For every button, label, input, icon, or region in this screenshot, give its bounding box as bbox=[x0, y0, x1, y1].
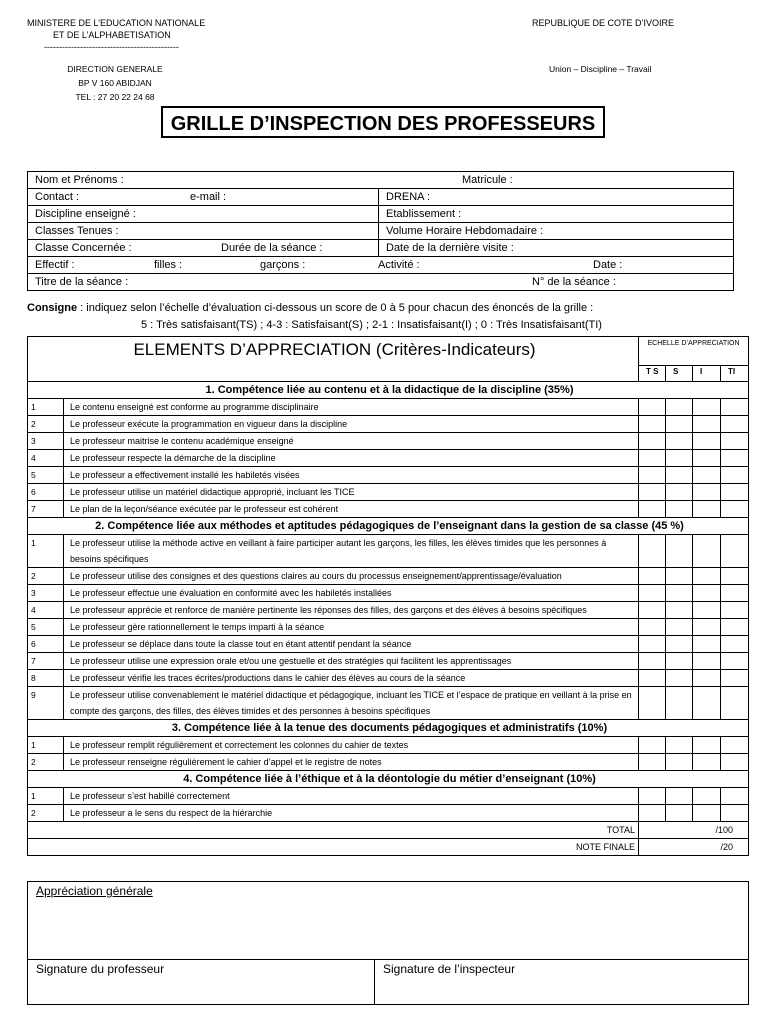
score-cell-ts[interactable] bbox=[639, 399, 666, 416]
score-cell-ti[interactable] bbox=[721, 619, 749, 636]
ministry-block bbox=[27, 17, 267, 53]
criterion-row bbox=[28, 450, 749, 467]
section-title: 2. Compétence liée aux méthodes et aptitudes pédagogiques de l’enseignant dans la gestion de sa classe (45 %) bbox=[28, 518, 749, 535]
criterion-text: Le professeur utilise convenablement le matériel didactique et pédagogique, incluant les TICE et l’espace de pratique en veillant à la prise en compte des garçons, des filles, des élèves timides et des personnes à besoins spécifiques bbox=[64, 687, 639, 720]
section-title: 3. Compétence liée à la tenue des documents pédagogiques et administratifs (10%) bbox=[28, 720, 749, 737]
score-cell-i[interactable] bbox=[693, 636, 721, 653]
score-cell-s[interactable] bbox=[666, 416, 693, 433]
score-cell-i[interactable] bbox=[693, 399, 721, 416]
signature-row bbox=[28, 960, 749, 1005]
score-cell-ti[interactable] bbox=[721, 484, 749, 501]
duree-label: Durée de la séance : bbox=[221, 242, 323, 254]
score-cell-s[interactable] bbox=[666, 619, 693, 636]
score-cell-ts[interactable] bbox=[639, 670, 666, 687]
criterion-row bbox=[28, 467, 749, 484]
scale-col-i: I bbox=[693, 366, 721, 382]
score-cell-i[interactable] bbox=[693, 670, 721, 687]
criterion-text: Le professeur s’est habillé correctement bbox=[64, 788, 639, 805]
criterion-row bbox=[28, 805, 749, 822]
scale-col-ti: TI bbox=[721, 366, 749, 382]
scale-col-s: S bbox=[666, 366, 693, 382]
criterion-row bbox=[28, 416, 749, 433]
derniere-visite-field[interactable]: Date de la dernière visite : bbox=[379, 240, 734, 257]
criterion-number: 3 bbox=[28, 585, 64, 602]
score-cell-ti[interactable] bbox=[721, 450, 749, 467]
score-cell-ti[interactable] bbox=[721, 467, 749, 484]
score-cell-s[interactable] bbox=[666, 737, 693, 754]
criterion-text: Le professeur apprécie et renforce de manière pertinente les réponses des filles, des garçons et des élèves à besoins spécifiques bbox=[64, 602, 639, 619]
score-cell-ts[interactable] bbox=[639, 501, 666, 518]
consigne bbox=[27, 302, 593, 314]
score-cell-ti[interactable] bbox=[721, 416, 749, 433]
score-cell-i[interactable] bbox=[693, 433, 721, 450]
criterion-text: Le professeur renseigne régulièrement le cahier d’appel et le registre de notes bbox=[64, 754, 639, 771]
score-cell-ti[interactable] bbox=[721, 602, 749, 619]
score-cell-ts[interactable] bbox=[639, 653, 666, 670]
criterion-number: 2 bbox=[28, 416, 64, 433]
score-cell-ts[interactable] bbox=[639, 737, 666, 754]
score-cell-i[interactable] bbox=[693, 585, 721, 602]
score-cell-ts[interactable] bbox=[639, 687, 666, 720]
score-cell-s[interactable] bbox=[666, 484, 693, 501]
score-cell-s[interactable] bbox=[666, 636, 693, 653]
contact-field[interactable] bbox=[28, 189, 379, 206]
criterion-text: Le professeur exécute la programmation en vigueur dans la discipline bbox=[64, 416, 639, 433]
scale-heading: ECHELLE D’APPRECIATION bbox=[639, 337, 749, 366]
score-cell-ti[interactable] bbox=[721, 670, 749, 687]
effectif-label: Effectif : bbox=[35, 259, 75, 271]
score-cell-ti[interactable] bbox=[721, 568, 749, 585]
score-cell-s[interactable] bbox=[666, 399, 693, 416]
criterion-row bbox=[28, 636, 749, 653]
info-row bbox=[28, 274, 734, 291]
drena-field[interactable]: DRENA : bbox=[379, 189, 734, 206]
score-cell-i[interactable] bbox=[693, 450, 721, 467]
score-cell-ts[interactable] bbox=[639, 636, 666, 653]
nom-field[interactable] bbox=[28, 172, 734, 189]
criterion-number: 5 bbox=[28, 467, 64, 484]
criterion-text: Le contenu enseigné est conforme au programme disciplinaire bbox=[64, 399, 639, 416]
score-cell-ti[interactable] bbox=[721, 501, 749, 518]
score-cell-s[interactable] bbox=[666, 670, 693, 687]
score-cell-ts[interactable] bbox=[639, 416, 666, 433]
criterion-number: 7 bbox=[28, 653, 64, 670]
score-cell-ts[interactable] bbox=[639, 619, 666, 636]
direction-label: DIRECTION GENERALE bbox=[67, 64, 163, 74]
criterion-text: Le professeur a effectivement installé les habiletés visées bbox=[64, 467, 639, 484]
consigne-label: Consigne bbox=[27, 302, 78, 314]
criterion-text: Le professeur gère rationnellement le temps imparti à la séance bbox=[64, 619, 639, 636]
criterion-number: 1 bbox=[28, 737, 64, 754]
criterion-row bbox=[28, 399, 749, 416]
note-finale-label: NOTE FINALE bbox=[28, 839, 639, 856]
evaluation-grid bbox=[27, 336, 749, 856]
score-cell-ti[interactable] bbox=[721, 433, 749, 450]
score-cell-ti[interactable] bbox=[721, 754, 749, 771]
signature-professeur-field[interactable] bbox=[28, 960, 375, 1005]
score-cell-i[interactable] bbox=[693, 737, 721, 754]
criterion-row bbox=[28, 737, 749, 754]
criterion-row bbox=[28, 433, 749, 450]
criterion-row bbox=[28, 754, 749, 771]
activite-label: Activité : bbox=[378, 259, 420, 271]
rating-scale-legend: 5 : Très satisfaisant(TS) ; 4-3 : Satisfaisant(S) ; 2-1 : Insatisfaisant(I) ; 0 : Très Insatisfaisant(TI) bbox=[141, 319, 602, 331]
criterion-number: 1 bbox=[28, 788, 64, 805]
signature-inspecteur-label: Signature de l’inspecteur bbox=[383, 962, 516, 976]
note-finale-value[interactable]: /20 bbox=[639, 839, 749, 856]
section-title: 1. Compétence liée au contenu et à la didactique de la discipline (35%) bbox=[28, 382, 749, 399]
republic-name: REPUBLIQUE DE COTE D’IVOIRE bbox=[532, 18, 675, 28]
score-cell-s[interactable] bbox=[666, 450, 693, 467]
classe-concernee-field[interactable] bbox=[28, 240, 379, 257]
total-value[interactable]: /100 bbox=[639, 822, 749, 839]
header-separator: --------------------------------------------- bbox=[44, 42, 179, 52]
nom-label: Nom et Prénoms : bbox=[35, 174, 124, 186]
score-cell-i[interactable] bbox=[693, 805, 721, 822]
score-cell-ti[interactable] bbox=[721, 399, 749, 416]
criterion-row bbox=[28, 484, 749, 501]
criterion-text: Le professeur effectue une évaluation en conformité avec les habiletés installées bbox=[64, 585, 639, 602]
signature-inspecteur-field[interactable] bbox=[375, 960, 749, 1005]
criterion-text: Le professeur vérifie les traces écrites/productions dans le cahier des élèves au cours de la séance bbox=[64, 670, 639, 687]
classes-tenues-field[interactable]: Classes Tenues : bbox=[28, 223, 379, 240]
criterion-row bbox=[28, 568, 749, 585]
scale-col-ts: T S bbox=[639, 366, 666, 382]
criterion-text: Le professeur utilise un matériel didactique approprié, incluant les TICE bbox=[64, 484, 639, 501]
score-cell-s[interactable] bbox=[666, 433, 693, 450]
criterion-row bbox=[28, 619, 749, 636]
section-header-row bbox=[28, 771, 749, 788]
criterion-row bbox=[28, 687, 749, 720]
score-cell-s[interactable] bbox=[666, 805, 693, 822]
score-cell-s[interactable] bbox=[666, 653, 693, 670]
score-cell-s[interactable] bbox=[666, 788, 693, 805]
appreciation-row bbox=[28, 882, 749, 960]
criterion-text: Le professeur remplit régulièrement et correctement les colonnes du cahier de textes bbox=[64, 737, 639, 754]
note-finale-row bbox=[28, 839, 749, 856]
criterion-number: 2 bbox=[28, 568, 64, 585]
criterion-number: 5 bbox=[28, 619, 64, 636]
criterion-number: 4 bbox=[28, 602, 64, 619]
score-cell-ti[interactable] bbox=[721, 737, 749, 754]
score-cell-i[interactable] bbox=[693, 467, 721, 484]
garcons-label: garçons : bbox=[260, 259, 306, 271]
score-cell-ti[interactable] bbox=[721, 788, 749, 805]
score-cell-ti[interactable] bbox=[721, 653, 749, 670]
grid-header-row bbox=[28, 337, 749, 366]
numero-seance-label: N° de la séance : bbox=[532, 276, 616, 288]
criterion-number: 4 bbox=[28, 450, 64, 467]
consigne-text: : indiquez selon l’échelle d’évaluation ci-dessous un score de 0 à 5 pour chacun des énoncés de la grille : bbox=[77, 302, 594, 314]
filles-label: filles : bbox=[154, 259, 183, 271]
score-cell-s[interactable] bbox=[666, 535, 693, 568]
score-cell-ts[interactable] bbox=[639, 535, 666, 568]
score-cell-i[interactable] bbox=[693, 653, 721, 670]
direction-block bbox=[27, 62, 203, 104]
criterion-number: 8 bbox=[28, 670, 64, 687]
criterion-number: 3 bbox=[28, 433, 64, 450]
criterion-text: Le professeur a le sens du respect de la hiérarchie bbox=[64, 805, 639, 822]
volume-horaire-field[interactable]: Volume Horaire Hebdomadaire : bbox=[379, 223, 734, 240]
criterion-text: Le professeur maitrise le contenu académique enseigné bbox=[64, 433, 639, 450]
score-cell-ti[interactable] bbox=[721, 805, 749, 822]
section-title: 4. Compétence liée à l’éthique et à la déontologie du métier d’enseignant (10%) bbox=[28, 771, 749, 788]
score-cell-i[interactable] bbox=[693, 754, 721, 771]
score-cell-i[interactable] bbox=[693, 619, 721, 636]
telephone: TEL : 27 20 22 24 68 bbox=[75, 92, 155, 102]
criterion-row bbox=[28, 653, 749, 670]
criterion-number: 6 bbox=[28, 636, 64, 653]
score-cell-ts[interactable] bbox=[639, 568, 666, 585]
section-header-row bbox=[28, 720, 749, 737]
score-cell-ts[interactable] bbox=[639, 433, 666, 450]
section-header-row bbox=[28, 518, 749, 535]
score-cell-ts[interactable] bbox=[639, 602, 666, 619]
effectif-field[interactable] bbox=[28, 257, 734, 274]
criterion-number: 2 bbox=[28, 754, 64, 771]
score-cell-s[interactable] bbox=[666, 754, 693, 771]
score-cell-i[interactable] bbox=[693, 602, 721, 619]
score-cell-i[interactable] bbox=[693, 416, 721, 433]
score-cell-ts[interactable] bbox=[639, 805, 666, 822]
criterion-number: 2 bbox=[28, 805, 64, 822]
email-label: e-mail : bbox=[190, 191, 227, 203]
contact-label: Contact : bbox=[35, 191, 80, 203]
date-label: Date : bbox=[593, 259, 623, 271]
titre-field[interactable] bbox=[28, 274, 734, 291]
score-cell-ti[interactable] bbox=[721, 636, 749, 653]
score-cell-i[interactable] bbox=[693, 568, 721, 585]
criterion-row bbox=[28, 788, 749, 805]
info-row bbox=[28, 223, 734, 240]
ministry-line2: ET DE L’ALPHABETISATION bbox=[53, 30, 171, 40]
score-cell-ts[interactable] bbox=[639, 484, 666, 501]
signature-table bbox=[27, 881, 749, 1005]
bp-address: BP V 160 ABIDJAN bbox=[78, 78, 152, 88]
criterion-number: 7 bbox=[28, 501, 64, 518]
national-motto: Union – Discipline – Travail bbox=[549, 64, 652, 74]
criterion-row bbox=[28, 535, 749, 568]
info-row bbox=[28, 206, 734, 223]
discipline-field[interactable]: Discipline enseigné : bbox=[28, 206, 379, 223]
total-label: TOTAL bbox=[28, 822, 639, 839]
score-cell-i[interactable] bbox=[693, 687, 721, 720]
info-row bbox=[28, 240, 734, 257]
criterion-number: 1 bbox=[28, 535, 64, 568]
score-cell-ts[interactable] bbox=[639, 450, 666, 467]
score-cell-ti[interactable] bbox=[721, 585, 749, 602]
ministry-line1: MINISTERE DE L’EDUCATION NATIONALE bbox=[27, 18, 206, 28]
titre-label: Titre de la séance : bbox=[35, 276, 129, 288]
teacher-info-table bbox=[27, 171, 734, 291]
score-cell-ti[interactable] bbox=[721, 535, 749, 568]
etablissement-field[interactable]: Etablissement : bbox=[379, 206, 734, 223]
score-cell-s[interactable] bbox=[666, 467, 693, 484]
criterion-number: 1 bbox=[28, 399, 64, 416]
criterion-number: 9 bbox=[28, 687, 64, 720]
criterion-text: Le professeur utilise des consignes et des questions claires au cours du processus enseignement/apprentissage/évaluation bbox=[64, 568, 639, 585]
score-cell-ts[interactable] bbox=[639, 467, 666, 484]
info-row bbox=[28, 172, 734, 189]
appreciation-field[interactable] bbox=[28, 882, 749, 960]
classe-concernee-label: Classe Concernée : bbox=[35, 242, 132, 254]
criterion-text: Le professeur utilise une expression orale et/ou une gestuelle et des stratégies qui facilitent les apprentissages bbox=[64, 653, 639, 670]
score-cell-s[interactable] bbox=[666, 602, 693, 619]
score-cell-s[interactable] bbox=[666, 501, 693, 518]
score-cell-i[interactable] bbox=[693, 484, 721, 501]
criterion-text: Le plan de la leçon/séance exécutée par le professeur est cohérent bbox=[64, 501, 639, 518]
score-cell-ts[interactable] bbox=[639, 585, 666, 602]
criterion-number: 6 bbox=[28, 484, 64, 501]
total-row bbox=[28, 822, 749, 839]
appreciation-label: Appréciation générale bbox=[36, 884, 153, 898]
info-row bbox=[28, 189, 734, 206]
score-cell-s[interactable] bbox=[666, 568, 693, 585]
criterion-row bbox=[28, 585, 749, 602]
score-cell-i[interactable] bbox=[693, 788, 721, 805]
criterion-text: Le professeur respecte la démarche de la discipline bbox=[64, 450, 639, 467]
score-cell-s[interactable] bbox=[666, 585, 693, 602]
page-title: GRILLE D’INSPECTION DES PROFESSEURS bbox=[161, 106, 605, 138]
criterion-row bbox=[28, 670, 749, 687]
score-cell-ts[interactable] bbox=[639, 754, 666, 771]
criterion-text: Le professeur utilise la méthode active en veillant à faire participer autant les garçons, les filles, les élèves timides que les personnes à besoins spécifiques bbox=[64, 535, 639, 568]
score-cell-i[interactable] bbox=[693, 535, 721, 568]
score-cell-s[interactable] bbox=[666, 687, 693, 720]
score-cell-i[interactable] bbox=[693, 501, 721, 518]
grid-heading: ELEMENTS D’APPRECIATION (Critères-Indicateurs) bbox=[28, 337, 639, 382]
criterion-row bbox=[28, 501, 749, 518]
section-header-row bbox=[28, 382, 749, 399]
criterion-text: Le professeur se déplace dans toute la classe tout en étant attentif pendant la séance bbox=[64, 636, 639, 653]
score-cell-ti[interactable] bbox=[721, 687, 749, 720]
info-row bbox=[28, 257, 734, 274]
matricule-label: Matricule : bbox=[462, 174, 513, 186]
criterion-row bbox=[28, 602, 749, 619]
score-cell-ts[interactable] bbox=[639, 788, 666, 805]
signature-professeur-label: Signature du professeur bbox=[36, 962, 165, 976]
